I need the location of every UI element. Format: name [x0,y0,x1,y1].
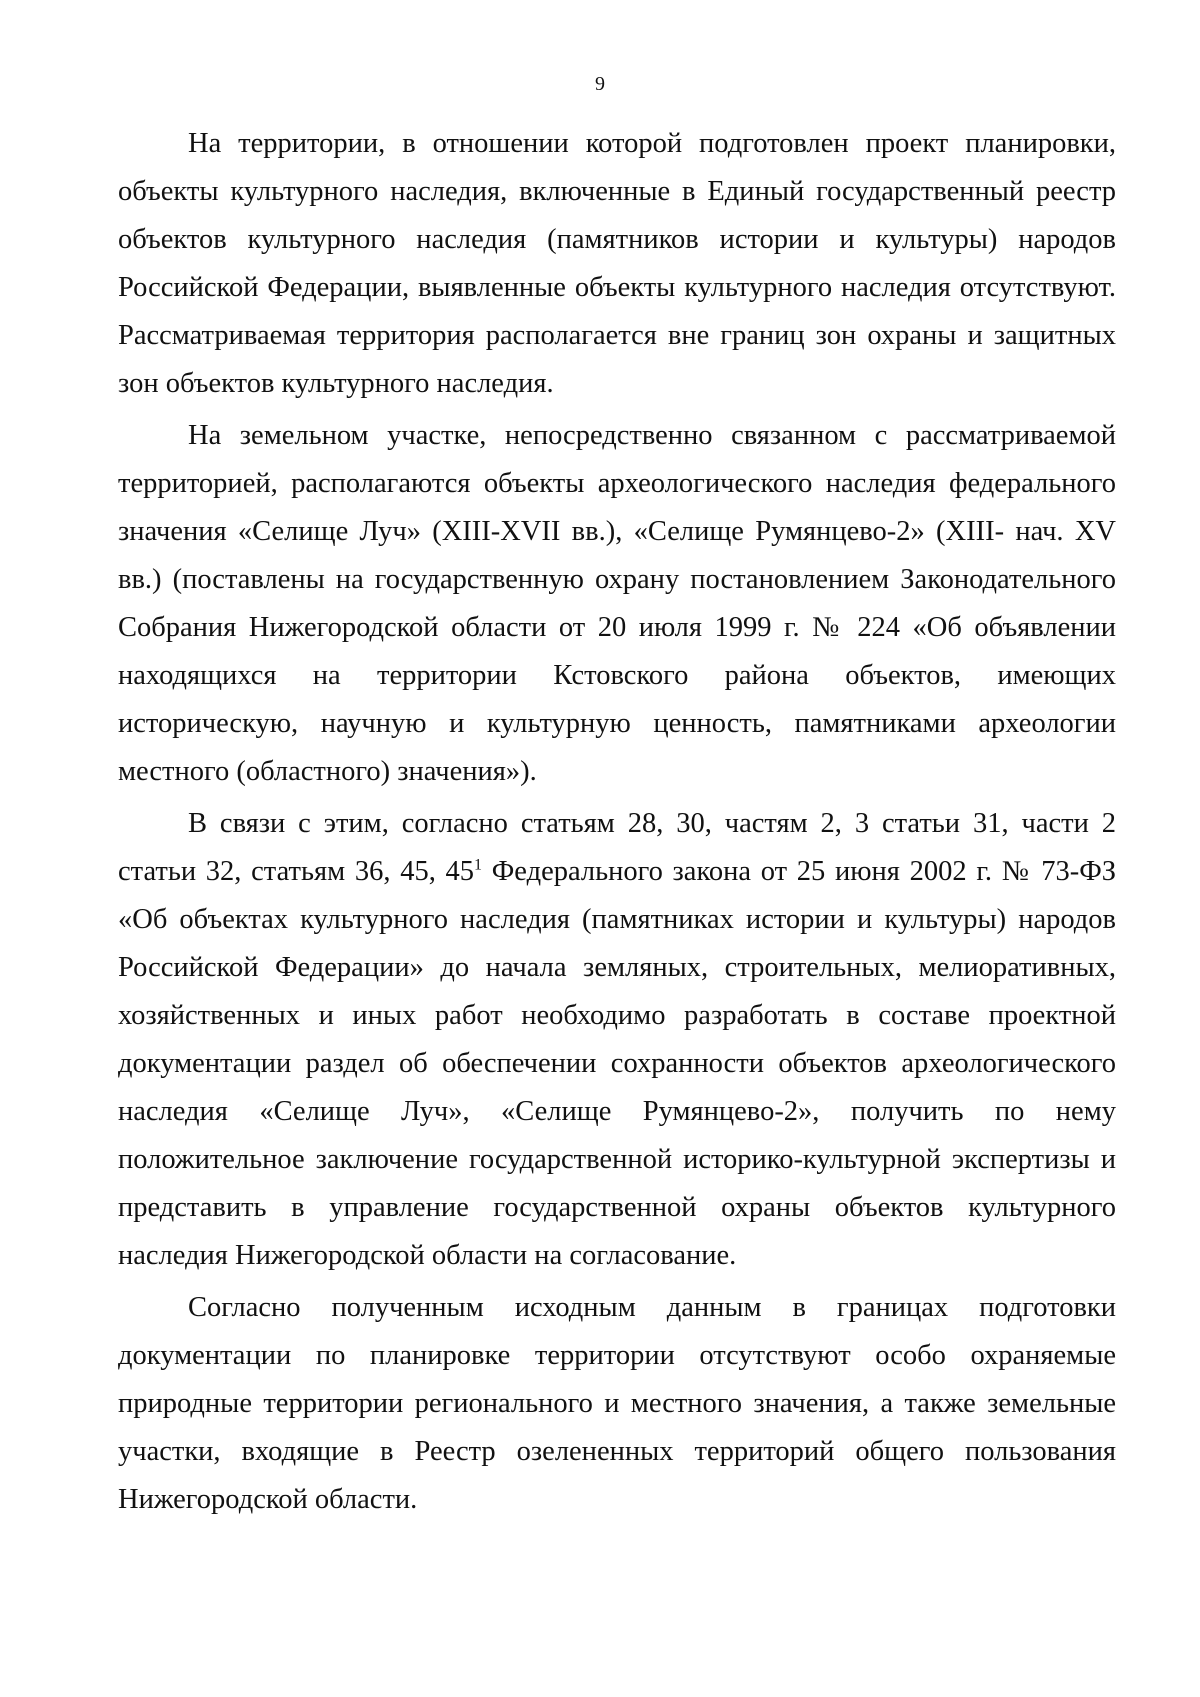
paragraph-legal-requirements [118,800,1116,1280]
paragraph-text-part-2: Федерального закона от 25 июня 2002 г. № 73-ФЗ «Об объектах культурного наследия (памятниках истории и культуры) народов Российской Федерации» до начала земляных, строительных, мелиоративных, хозяйственных и иных работ необходимо разработать в составе проектной документации раздел об обеспечении сохранности объектов археологического наследия «Селище Луч», «Селище Румянцево-2», получить по нему положительное заключение государственной историко-культурной экспертизы и представить в управление государственной охраны объектов культурного наследия Нижегородской области на согласование. [118,856,1117,1271]
paragraph-archaeological-sites: На земельном участке, непосредственно связанном с рассматриваемой территорией, располагаются объекты археологического наследия федерального значения «Селище Луч» (XIII-XVII вв.), «Селище Румянцево-2» (XIII- нач. XV вв.) (поставлены на государственную охрану постановлением Законодательного Собрания Нижегородской области от 20 июля 1999 г. № 224 «Об объявлении находящихся на территории Кстовского района объектов, имеющих историческую, научную и культурную ценность, памятниками археологии местного (областного) значения»). [118,420,1116,787]
paragraph-text-part-1: В связи с этим, согласно статьям 28, 30, частям 2, 3 статьи 31, части 2 статьи 32, статьям 36, 45, 45 [118,808,1116,887]
page-number: 9 [595,73,605,95]
paragraph-protected-areas: Согласно полученным исходным данным в границах подготовки документации по планировке территории отсутствуют особо охраняемые природные территории регионального и местного значения, а также земельные участки, входящие в Реестр озелененных территорий общего пользования Нижегородской области. [118,1292,1116,1515]
paragraph-cultural-heritage: На территории, в отношении которой подготовлен проект планировки, объекты культурного наследия, включенные в Единый государственный реестр объектов культурного наследия (памятников истории и культуры) народов Российской Федерации, выявленные объекты культурного наследия отсутствуют. Рассматриваемая территория располагается вне границ зон охраны и защитных зон объектов культурного наследия. [118,128,1116,399]
document-body [118,120,1116,1528]
superscript-number: 1 [474,856,483,874]
